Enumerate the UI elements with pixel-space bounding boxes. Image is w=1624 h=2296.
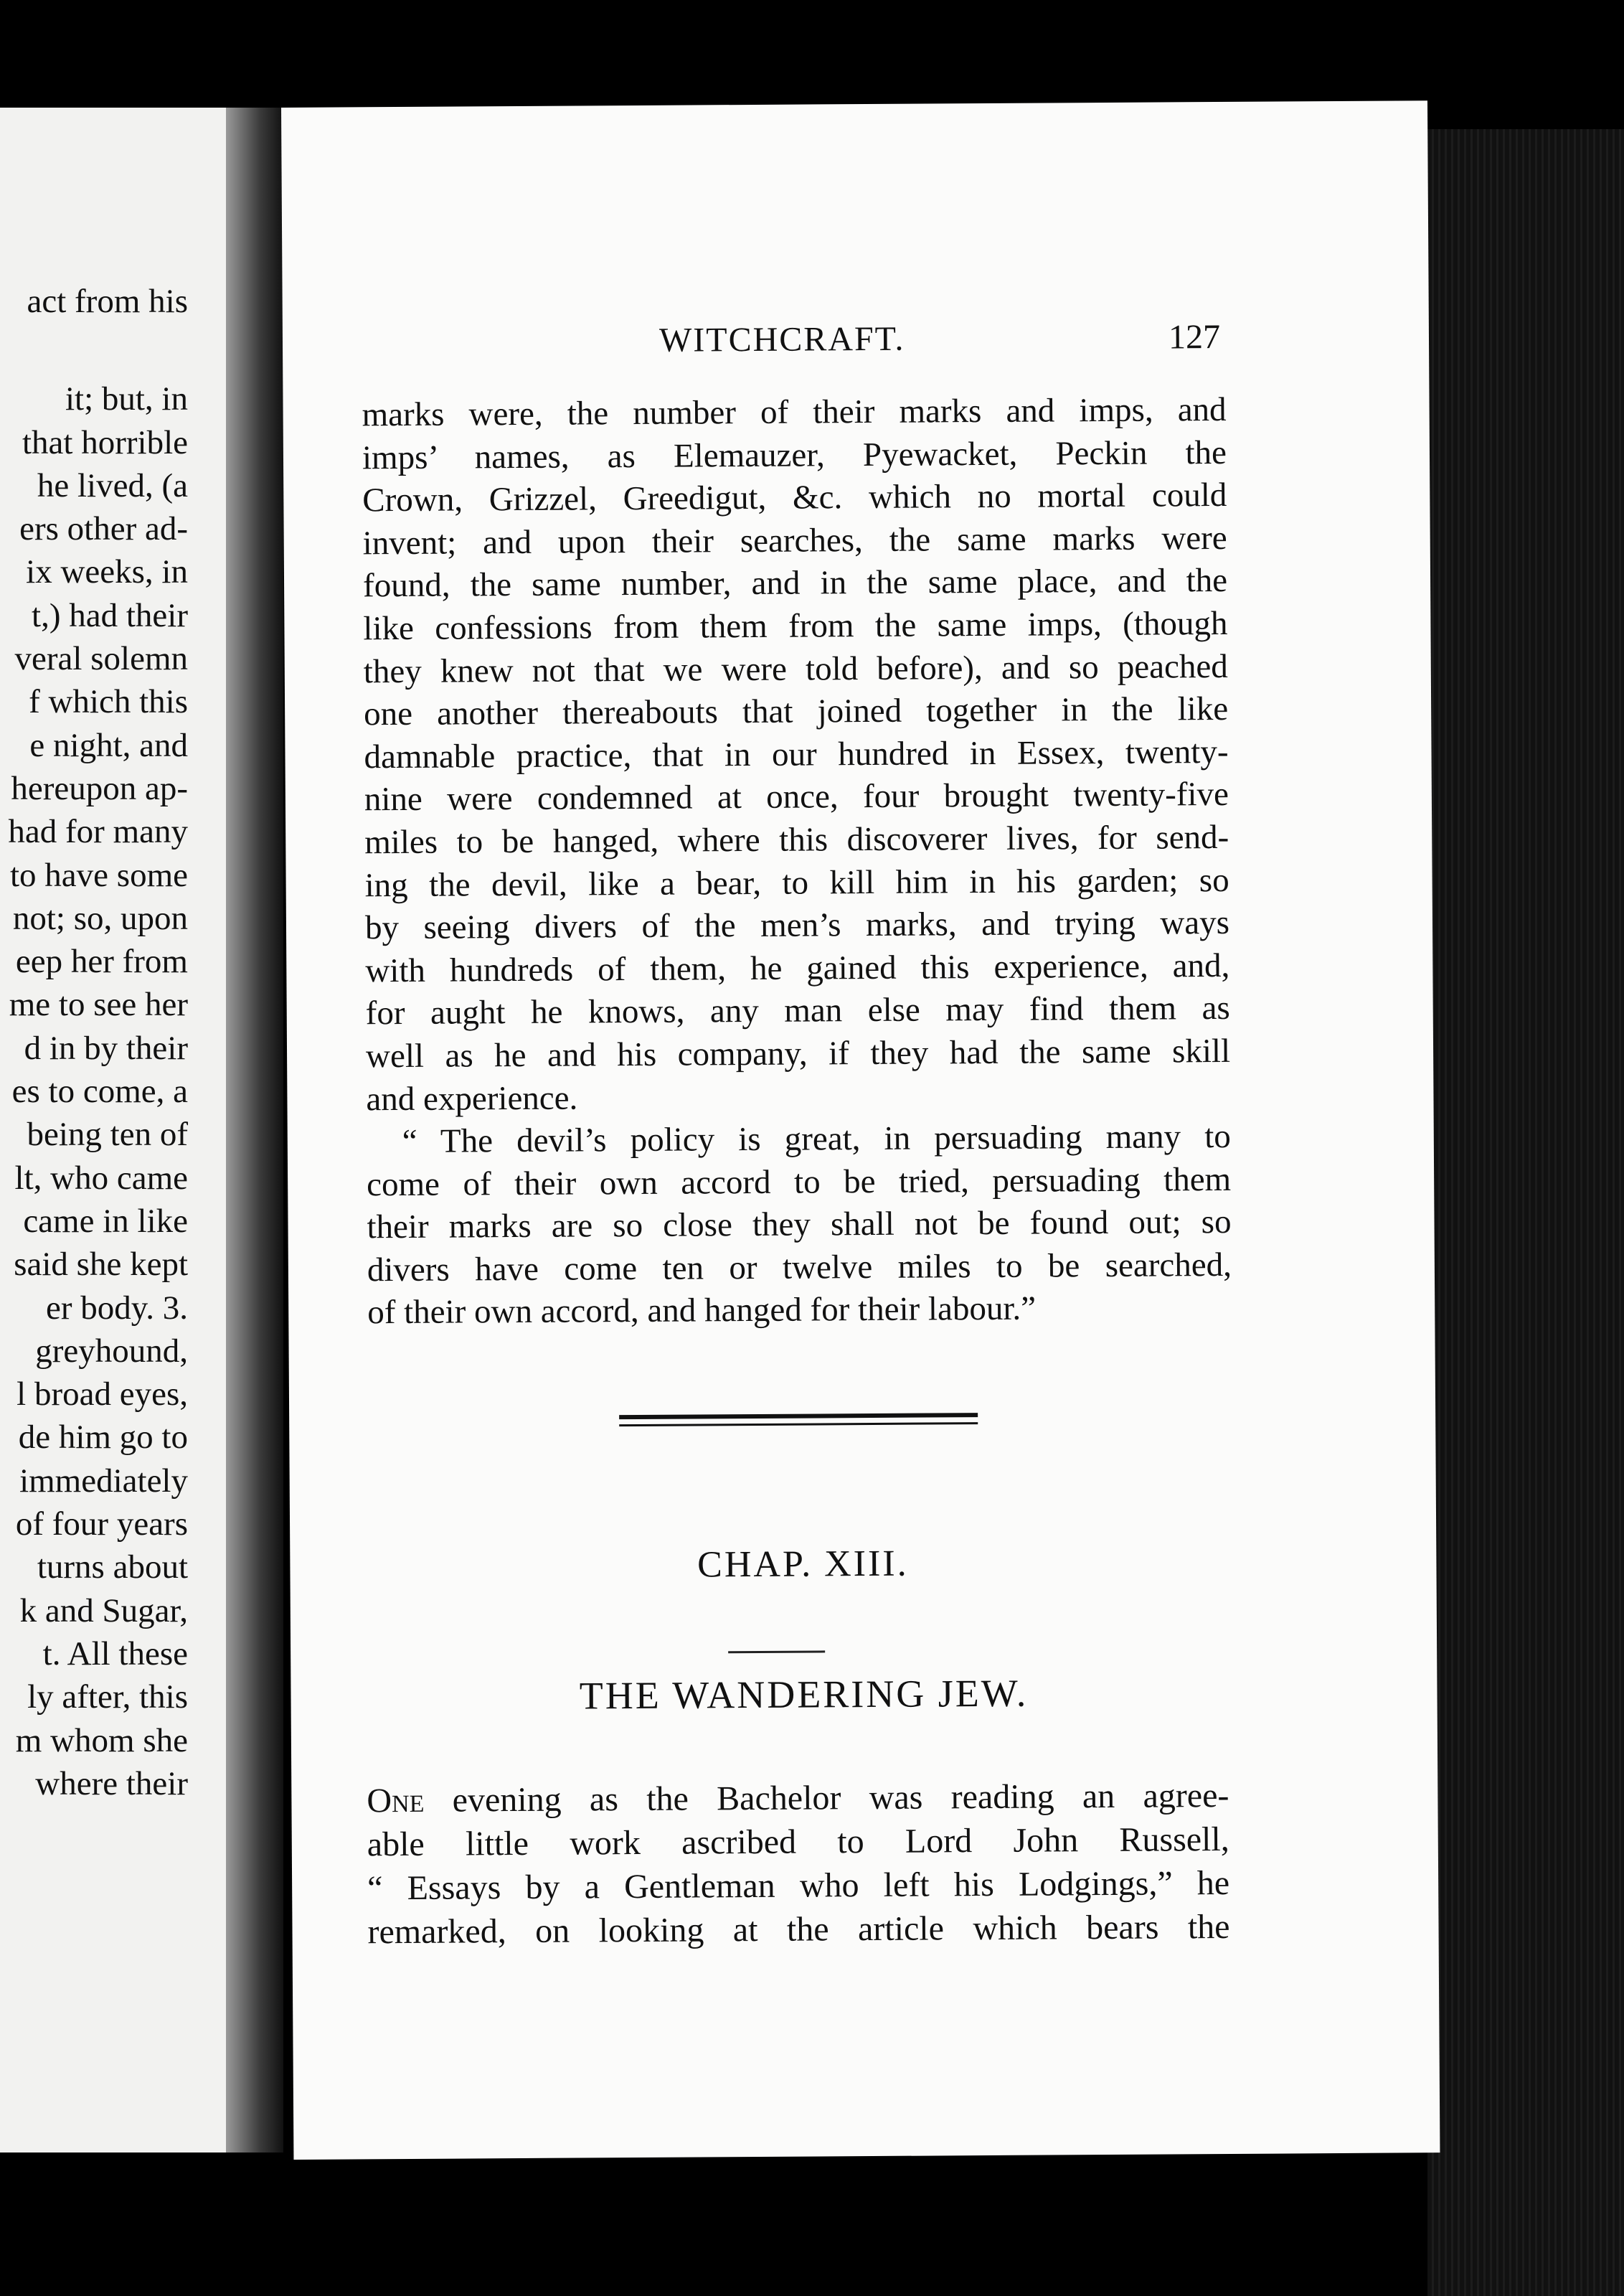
left-page-line: greyhound, — [35, 1332, 188, 1370]
left-page-line: veral solemn — [14, 640, 188, 678]
quote-line: their marks are so close they shall not be found out; so — [367, 1203, 1232, 1246]
left-page-line: k and Sugar, — [19, 1591, 188, 1629]
left-page-line: not; so, upon — [12, 899, 188, 937]
left-page-line: had for many — [8, 813, 188, 851]
body-text — [362, 389, 1232, 1335]
left-page-line: immediately — [19, 1462, 188, 1500]
chapter-heading: CHAP. XIII. — [697, 1543, 909, 1586]
page-number: 127 — [1168, 318, 1221, 357]
paragraph-line: nine were condemned at once, four brought twenty-five — [364, 776, 1229, 819]
left-page-line: t,) had their — [32, 596, 188, 634]
left-page-line: it; but, in — [65, 380, 188, 418]
book-page-edges — [1427, 129, 1624, 2296]
chapter-line: “ Essays by a Gentleman who left his Lodgings,” he — [367, 1863, 1230, 1908]
paragraph-line: Crown, Grizzel, Greedigut, &c. which no mortal could — [362, 476, 1227, 519]
paragraph-line: marks were, the number of their marks and imps, and — [362, 390, 1227, 434]
left-page-line: of four years — [15, 1505, 188, 1543]
left-page-line: where their — [35, 1764, 188, 1802]
heading-rule — [728, 1650, 825, 1653]
paragraph-line: ing the devil, like a bear, to kill him in his garden; so — [364, 861, 1229, 904]
paragraph-line: by seeing divers of the men’s marks, and trying ways — [364, 904, 1230, 947]
paragraph-line: for aught he knows, any man else may find them as — [365, 989, 1230, 1032]
left-page-line: said she kept — [14, 1246, 188, 1284]
quote-line: divers have come ten or twelve miles to be searched, — [367, 1246, 1232, 1289]
main-page — [281, 100, 1440, 2160]
left-page-text — [0, 280, 188, 1805]
running-title: WITCHCRAFT. — [658, 319, 905, 359]
paragraph-line: miles to be hanged, where this discoverer lives, for send- — [364, 818, 1229, 862]
paragraph-line: imps’ names, as Elemauzer, Pyewacket, Peckin the — [362, 433, 1227, 476]
left-page-line: me to see her — [9, 986, 188, 1024]
paragraph-line: and experience. — [366, 1079, 578, 1118]
left-page-line: es to come, a — [11, 1073, 188, 1111]
left-page-line: e night, and — [29, 726, 188, 764]
left-page-line: hereupon ap- — [11, 769, 188, 807]
left-page-line: came in like — [23, 1202, 188, 1240]
book-gutter — [226, 108, 283, 2152]
left-page-line: f which this — [29, 683, 188, 721]
left-page-line: turns about — [37, 1548, 188, 1586]
left-page-line: ix weeks, in — [26, 553, 188, 591]
chapter-text — [367, 1774, 1229, 1954]
opening-word: One — [367, 1781, 425, 1820]
paragraph-line: damnable practice, that in our hundred in Essex, twenty- — [364, 733, 1229, 776]
left-page-line: er body. 3. — [46, 1289, 188, 1327]
quote-line: come of their own accord to be tried, persuading them — [367, 1160, 1232, 1203]
quote-line: “ The devil’s policy is great, in persuading many to — [402, 1118, 1231, 1161]
paragraph-line: found, the same number, and in the same place, and the — [362, 562, 1228, 605]
left-page-line: ers other ad- — [19, 510, 188, 548]
paragraph-line: invent; and upon their searches, the same marks were — [362, 519, 1227, 563]
left-page-line: being ten of — [27, 1116, 188, 1154]
chapter-first-line — [367, 1774, 1229, 1822]
paragraph-line: like confessions from them from the same imps, (though — [363, 604, 1228, 648]
left-page-gap — [0, 323, 188, 377]
first-line-rest: evening as the Bachelor was reading an agree- — [424, 1776, 1229, 1820]
chapter-line: able little work ascribed to Lord John Russell, — [367, 1820, 1229, 1864]
left-page-line: ly after, this — [27, 1678, 188, 1716]
chapter-title: THE WANDERING JEW. — [579, 1671, 1029, 1718]
paragraph-line: well as he and his company, if they had the same skill — [365, 1032, 1231, 1076]
left-page-line: d in by their — [24, 1029, 188, 1067]
left-page-line: that horrible — [22, 423, 188, 461]
chapter-line: remarked, on looking at the article which bears the — [367, 1907, 1230, 1952]
section-divider-rule — [619, 1413, 978, 1426]
left-page-line: eep her from — [15, 943, 188, 981]
left-page-line: m whom she — [15, 1721, 188, 1759]
left-page-line: to have some — [10, 856, 188, 894]
paragraph-line: one another thereabouts that joined together in the like — [364, 690, 1229, 733]
left-page-line: act from his — [27, 283, 188, 320]
left-page-line: he lived, (a — [37, 466, 188, 504]
running-head — [283, 316, 1429, 373]
quote-line: of their own accord, and hanged for their labour.” — [367, 1290, 1037, 1332]
left-page-line: t. All these — [42, 1634, 188, 1672]
left-page-line: lt, who came — [14, 1159, 188, 1197]
left-page-line: l broad eyes, — [16, 1375, 188, 1413]
paragraph-line: they knew not that we were told before), and so peached — [363, 647, 1228, 690]
left-page-line: de him go to — [18, 1418, 188, 1457]
paragraph-line: with hundreds of them, he gained this experience, and, — [365, 946, 1230, 990]
